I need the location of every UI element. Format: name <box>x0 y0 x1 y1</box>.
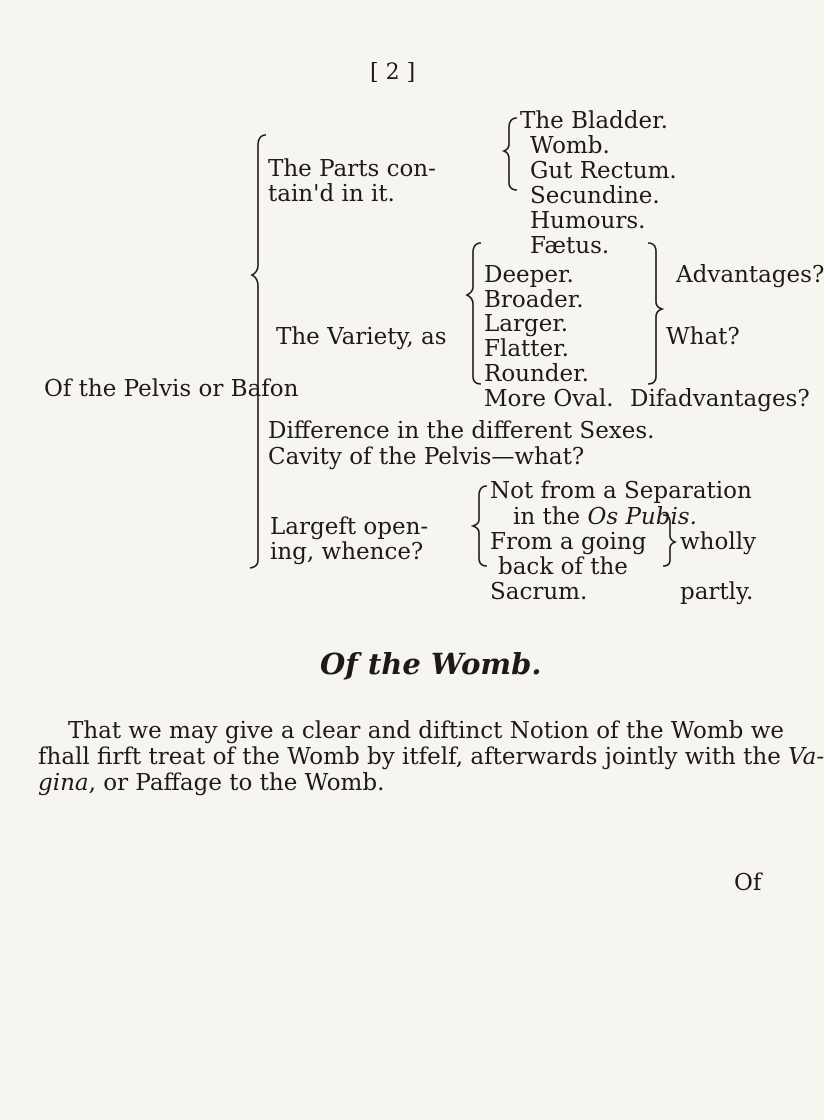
opening-from-line1: From a going <box>490 529 647 555</box>
body-line-3-italic: gina <box>38 770 89 796</box>
parts-item-humours: Humours. <box>530 208 646 234</box>
opening-label-line2: ing, whence? <box>270 539 424 565</box>
body-line-2 <box>38 746 824 769</box>
opening-wholly: wholly <box>680 529 757 555</box>
variety-bracket <box>467 243 481 384</box>
variety-item-broader: Broader. <box>484 287 584 313</box>
parts-label-line1: The Parts con- <box>268 156 436 182</box>
parts-item-gut: Gut Rectum. <box>530 158 677 184</box>
difference-line: Difference in the different Sexes. <box>268 418 655 444</box>
body-line-3 <box>38 772 384 795</box>
opening-from-line2: back of the <box>498 554 628 580</box>
parts-bracket <box>504 118 517 190</box>
opening-not-from-line1: Not from a Separation <box>490 478 752 504</box>
root-label: Of the Pelvis or Bafon <box>44 376 299 402</box>
main-bracket <box>250 135 266 568</box>
variety-item-larger: Larger. <box>484 311 569 337</box>
opening-partly: partly. <box>680 579 754 605</box>
variety-item-flatter: Flatter. <box>484 336 569 362</box>
variety-what: What? <box>666 324 740 350</box>
page-number: [ 2 ] <box>370 60 416 85</box>
parts-item-womb: Womb. <box>530 133 610 159</box>
variety-label: The Variety, as <box>276 324 447 350</box>
os-pubis-text: Os Pubis. <box>587 504 697 530</box>
parts-item-faetus: Fætus. <box>530 233 610 259</box>
cavity-line: Cavity of the Pelvis—what? <box>268 444 585 470</box>
body-line-1: That we may give a clear and diftinct Notion of the Womb we <box>68 718 784 744</box>
opening-bracket <box>473 486 487 566</box>
variety-item-more-oval: More Oval. <box>484 386 614 412</box>
variety-item-deeper: Deeper. <box>484 262 574 288</box>
variety-item-rounder: Rounder. <box>484 361 589 387</box>
section-heading: Of the Womb. <box>320 647 542 681</box>
what-bracket <box>648 243 662 384</box>
catchword: Of <box>734 870 762 896</box>
body-line-3-text: , or Paffage to the Womb. <box>88 770 385 796</box>
parts-item-secundine: Secundine. <box>530 183 660 209</box>
body-line-2-text: fhall firft treat of the Womb by itfelf, afterwards jointly with the <box>38 744 781 770</box>
parts-label-line2: tain'd in it. <box>268 181 395 207</box>
opening-not-from-prefix: in the <box>513 504 581 530</box>
opening-not-from-line2 <box>513 506 697 529</box>
parts-item-bladder: The Bladder. <box>520 108 668 134</box>
body-line-2-italic: Va- <box>788 744 824 770</box>
variety-disadvantages: Difadvantages? <box>630 386 810 412</box>
opening-from-line3: Sacrum. <box>490 579 588 605</box>
variety-advantages: Advantages? <box>676 262 824 288</box>
opening-label-line1: Largeft open- <box>270 514 429 540</box>
